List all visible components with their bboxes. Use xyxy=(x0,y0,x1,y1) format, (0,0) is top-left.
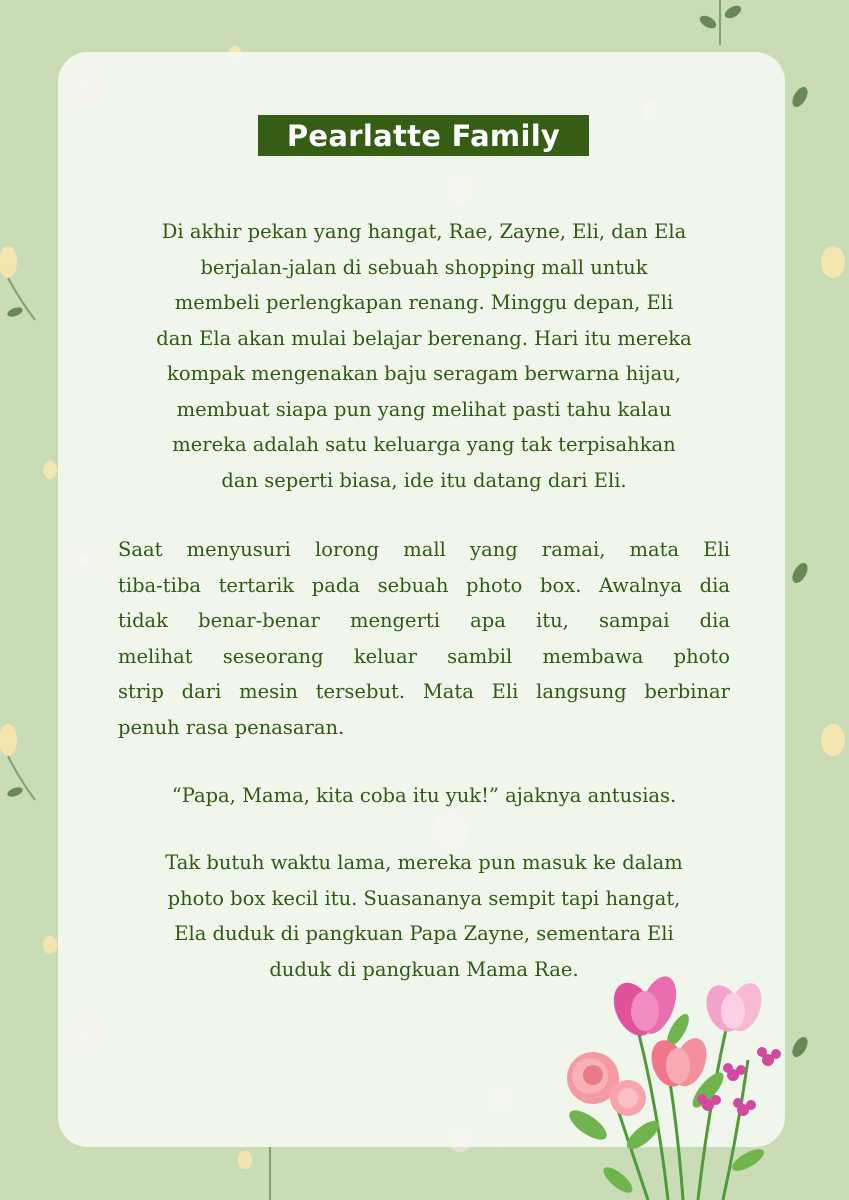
text-line: melihat seseorang keluar sambil membawa photo xyxy=(118,644,730,668)
text-line: penuh rasa penasaran. xyxy=(118,715,345,739)
flower-bouquet-illustration xyxy=(548,960,788,1200)
text-line: kompak mengenakan baju seragam berwarna hijau, xyxy=(167,362,681,385)
text-line: duduk di pangkuan Mama Rae. xyxy=(269,957,579,981)
text-line: Saat menyusuri lorong mall yang ramai, mata Eli xyxy=(118,538,730,561)
paragraph-2 xyxy=(118,532,730,745)
text-line: membuat siapa pun yang melihat pasti tahu kalau xyxy=(176,397,672,421)
text-line: photo box kecil itu. Suasananya sempit tapi hangat, xyxy=(167,886,681,910)
text-line: tiba-tiba tertarik pada sebuah photo box. Awalnya dia xyxy=(118,573,730,597)
text-line: Tak butuh waktu lama, mereka pun masuk ke dalam xyxy=(165,851,683,874)
paragraph-3 xyxy=(118,778,730,814)
page-title: Pearlatte Family xyxy=(286,118,561,153)
text-line: Ela duduk di pangkuan Papa Zayne, sementara Eli xyxy=(174,922,674,945)
text-line: dan seperti biasa, ide itu datang dari Eli. xyxy=(221,468,627,492)
text-line: membeli perlengkapan renang. Minggu depan, Eli xyxy=(174,291,674,314)
title-banner xyxy=(258,115,589,156)
text-line: berjalan-jalan di sebuah shopping mall untuk xyxy=(200,255,648,279)
text-line: tidak benar-benar mengerti apa itu, sampai dia xyxy=(118,609,730,632)
text-line: “Papa, Mama, kita coba itu yuk!” ajaknya antusias. xyxy=(171,784,677,807)
paragraph-1 xyxy=(118,214,730,498)
text-line: dan Ela akan mulai belajar berenang. Hari itu mereka xyxy=(156,326,692,350)
text-line: Di akhir pekan yang hangat, Rae, Zayne, Eli, dan Ela xyxy=(161,220,687,243)
text-line: strip dari mesin tersebut. Mata Eli langsung berbinar xyxy=(118,680,730,703)
text-line: mereka adalah satu keluarga yang tak terpisahkan xyxy=(172,433,676,456)
